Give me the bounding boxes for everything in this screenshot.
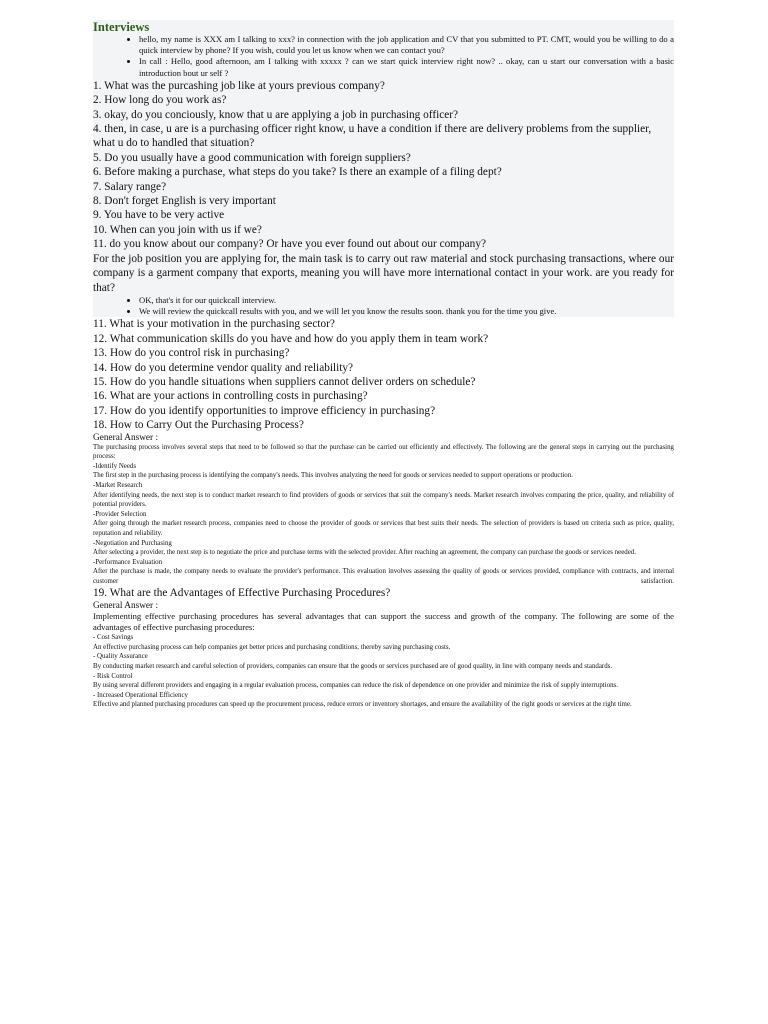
- question: 3. okay, do you conciously, know that u are applying a job in purchasing officer?: [93, 108, 459, 121]
- q18-answer: [93, 433, 674, 587]
- question: 1. What was the purcashing job like at yours previous company?: [93, 79, 385, 92]
- question: 4. then, in case, u are is a purchasing officer right know, u have a condition if there are delivery problems from the supplier, what u do to handled that situation?: [93, 123, 652, 150]
- advantage-title: - Increased Operational Efficiency: [93, 691, 188, 699]
- advantage-title: - Cost Savings: [93, 634, 134, 642]
- answer-intro: Implementing effective purchasing procedures has several advantages that can support the success and growth of the company. The following are some of the advantages of effective purchasing procedures:: [93, 610, 674, 633]
- question: 10. When can you join with us if we?: [93, 223, 262, 236]
- question: 17. How do you identify opportunities to improve efficiency in purchasing?: [93, 404, 436, 417]
- advantage-title: - Quality Assurance: [93, 653, 148, 661]
- advantage-title: - Risk Control: [93, 672, 133, 680]
- question: 6. Before making a purchase, what steps do you take? Is there an example of a filing dept?: [93, 166, 502, 179]
- question: 15. How do you handle situations when suppliers cannot deliver orders on schedule?: [93, 375, 476, 388]
- question: 18. How to Carry Out the Purchasing Process?: [93, 419, 304, 432]
- question: 12. What communication skills do you have and how do you apply them in team work?: [93, 332, 489, 345]
- question: 14. How do you determine vendor quality and reliability?: [93, 361, 354, 374]
- question: 2. How long do you work as?: [93, 94, 227, 107]
- question: 13. How do you control risk in purchasing?: [93, 347, 290, 360]
- step-text: After the purchase is made, the company needs to evaluate the provider's performance. This evaluation involves assessing the quality of goods or services provided, compliance with contracts, and internal customer satisfaction.: [93, 568, 674, 585]
- question: 5. Do you usually have a good communication with foreign suppliers?: [93, 151, 411, 164]
- additional-questions: [93, 317, 674, 432]
- step-text: After selecting a provider, the next step is to negotiate the price and purchase terms with the selected provider. After reaching an agreement, the company can purchase the goods or services needed.: [93, 549, 636, 557]
- call-closing-list: [93, 295, 674, 317]
- document-body: [93, 20, 674, 710]
- question: 8. Don't forget English is very important: [93, 195, 276, 208]
- question: 11. do you know about our company? Or have you ever found out about our company?: [93, 238, 486, 251]
- advantage-text: By conducting market research and careful selection of providers, companies can ensure that the goods or services purchased are of good quality, in line with company needs and standards.: [93, 663, 613, 671]
- answer-intro: The purchasing process involves several steps that need to be followed so that the purchase can be carried out efficiently and effectively. The following are the general steps in carrying out the purchasing process:: [93, 443, 674, 461]
- interviews-heading: Interviews: [93, 20, 150, 34]
- step-text: After going through the market research process, companies need to choose the provider of goods or services that best suits their needs. The selection of providers is based on criteria such as price, quality, reputation and reliability.: [93, 520, 674, 537]
- step-title: -Performance Evaluation: [93, 558, 163, 566]
- question: 19. What are the Advantages of Effective Purchasing Procedures?: [93, 587, 391, 600]
- closing-line: • We will review the quickcall results with you, and we will let you know the results soon. thank you for the time you give.: [139, 306, 674, 317]
- general-answer-label: General Answer :: [93, 432, 159, 443]
- q19-answer: [93, 586, 674, 710]
- call-line: • hello, my name is XXX am I talking to xxx? in connection with the job application and CV that you submitted to PT. CMT, would you be willing to do a quick interview by phone? If you wish, could you let us know when we can contact you?: [139, 34, 674, 56]
- step-text: The first step in the purchasing process is identifying the company's needs. This involves analyzing the need for goods or services needed to support operations or production.: [93, 472, 573, 480]
- question: 11. What is your motivation in the purchasing sector?: [93, 318, 335, 331]
- call-opening-list: [93, 34, 674, 79]
- step-title: -Provider Selection: [93, 510, 147, 518]
- question: 7. Salary range?: [93, 180, 167, 193]
- step-text: After identifying needs, the next step is to conduct market research to find providers of goods or services that suit the company's needs. Market research involves comparing the price, quality, and reliability of potential providers.: [93, 491, 674, 509]
- step-title: -Identify Needs: [93, 462, 137, 470]
- advantage-text: Effective and planned purchasing procedures can speed up the procurement process, reduce errors or inventory shortages, and ensure the availability of the right goods or services at the right time.: [93, 701, 632, 709]
- call-line: • In call : Hello, good afternoon, am I talking with xxxxx ? can we start quick interview right now? .. okay, can u start our conversation with a basic introduction bout ur self ?: [139, 56, 674, 78]
- advantage-text: By using several different providers and engaging in a regular evaluation process, companies can reduce the risk of dependence on one provider and minimize the risk of supply interruptions.: [93, 682, 618, 690]
- closing-line: • OK, that's it for our quickcall interview.: [139, 295, 674, 306]
- advantage-text: An effective purchasing process can help companies get better prices and purchasing conditions, thereby saving purchasing costs.: [93, 643, 451, 651]
- general-answer-label: General Answer :: [93, 600, 159, 611]
- question: 9. You have to be very active: [93, 209, 225, 222]
- question: 16. What are your actions in controlling costs in purchasing?: [93, 390, 368, 403]
- step-title: -Market Research: [93, 481, 143, 489]
- interview-script-block: [93, 20, 674, 317]
- step-title: -Negotiation and Purchasing: [93, 539, 172, 547]
- position-description: For the job position you are applying for, the main task is to carry out raw material and stock purchasing transactions, where our company is a garment company that exports, meaning you will have more international contact in your work. are you ready for that?: [93, 252, 674, 294]
